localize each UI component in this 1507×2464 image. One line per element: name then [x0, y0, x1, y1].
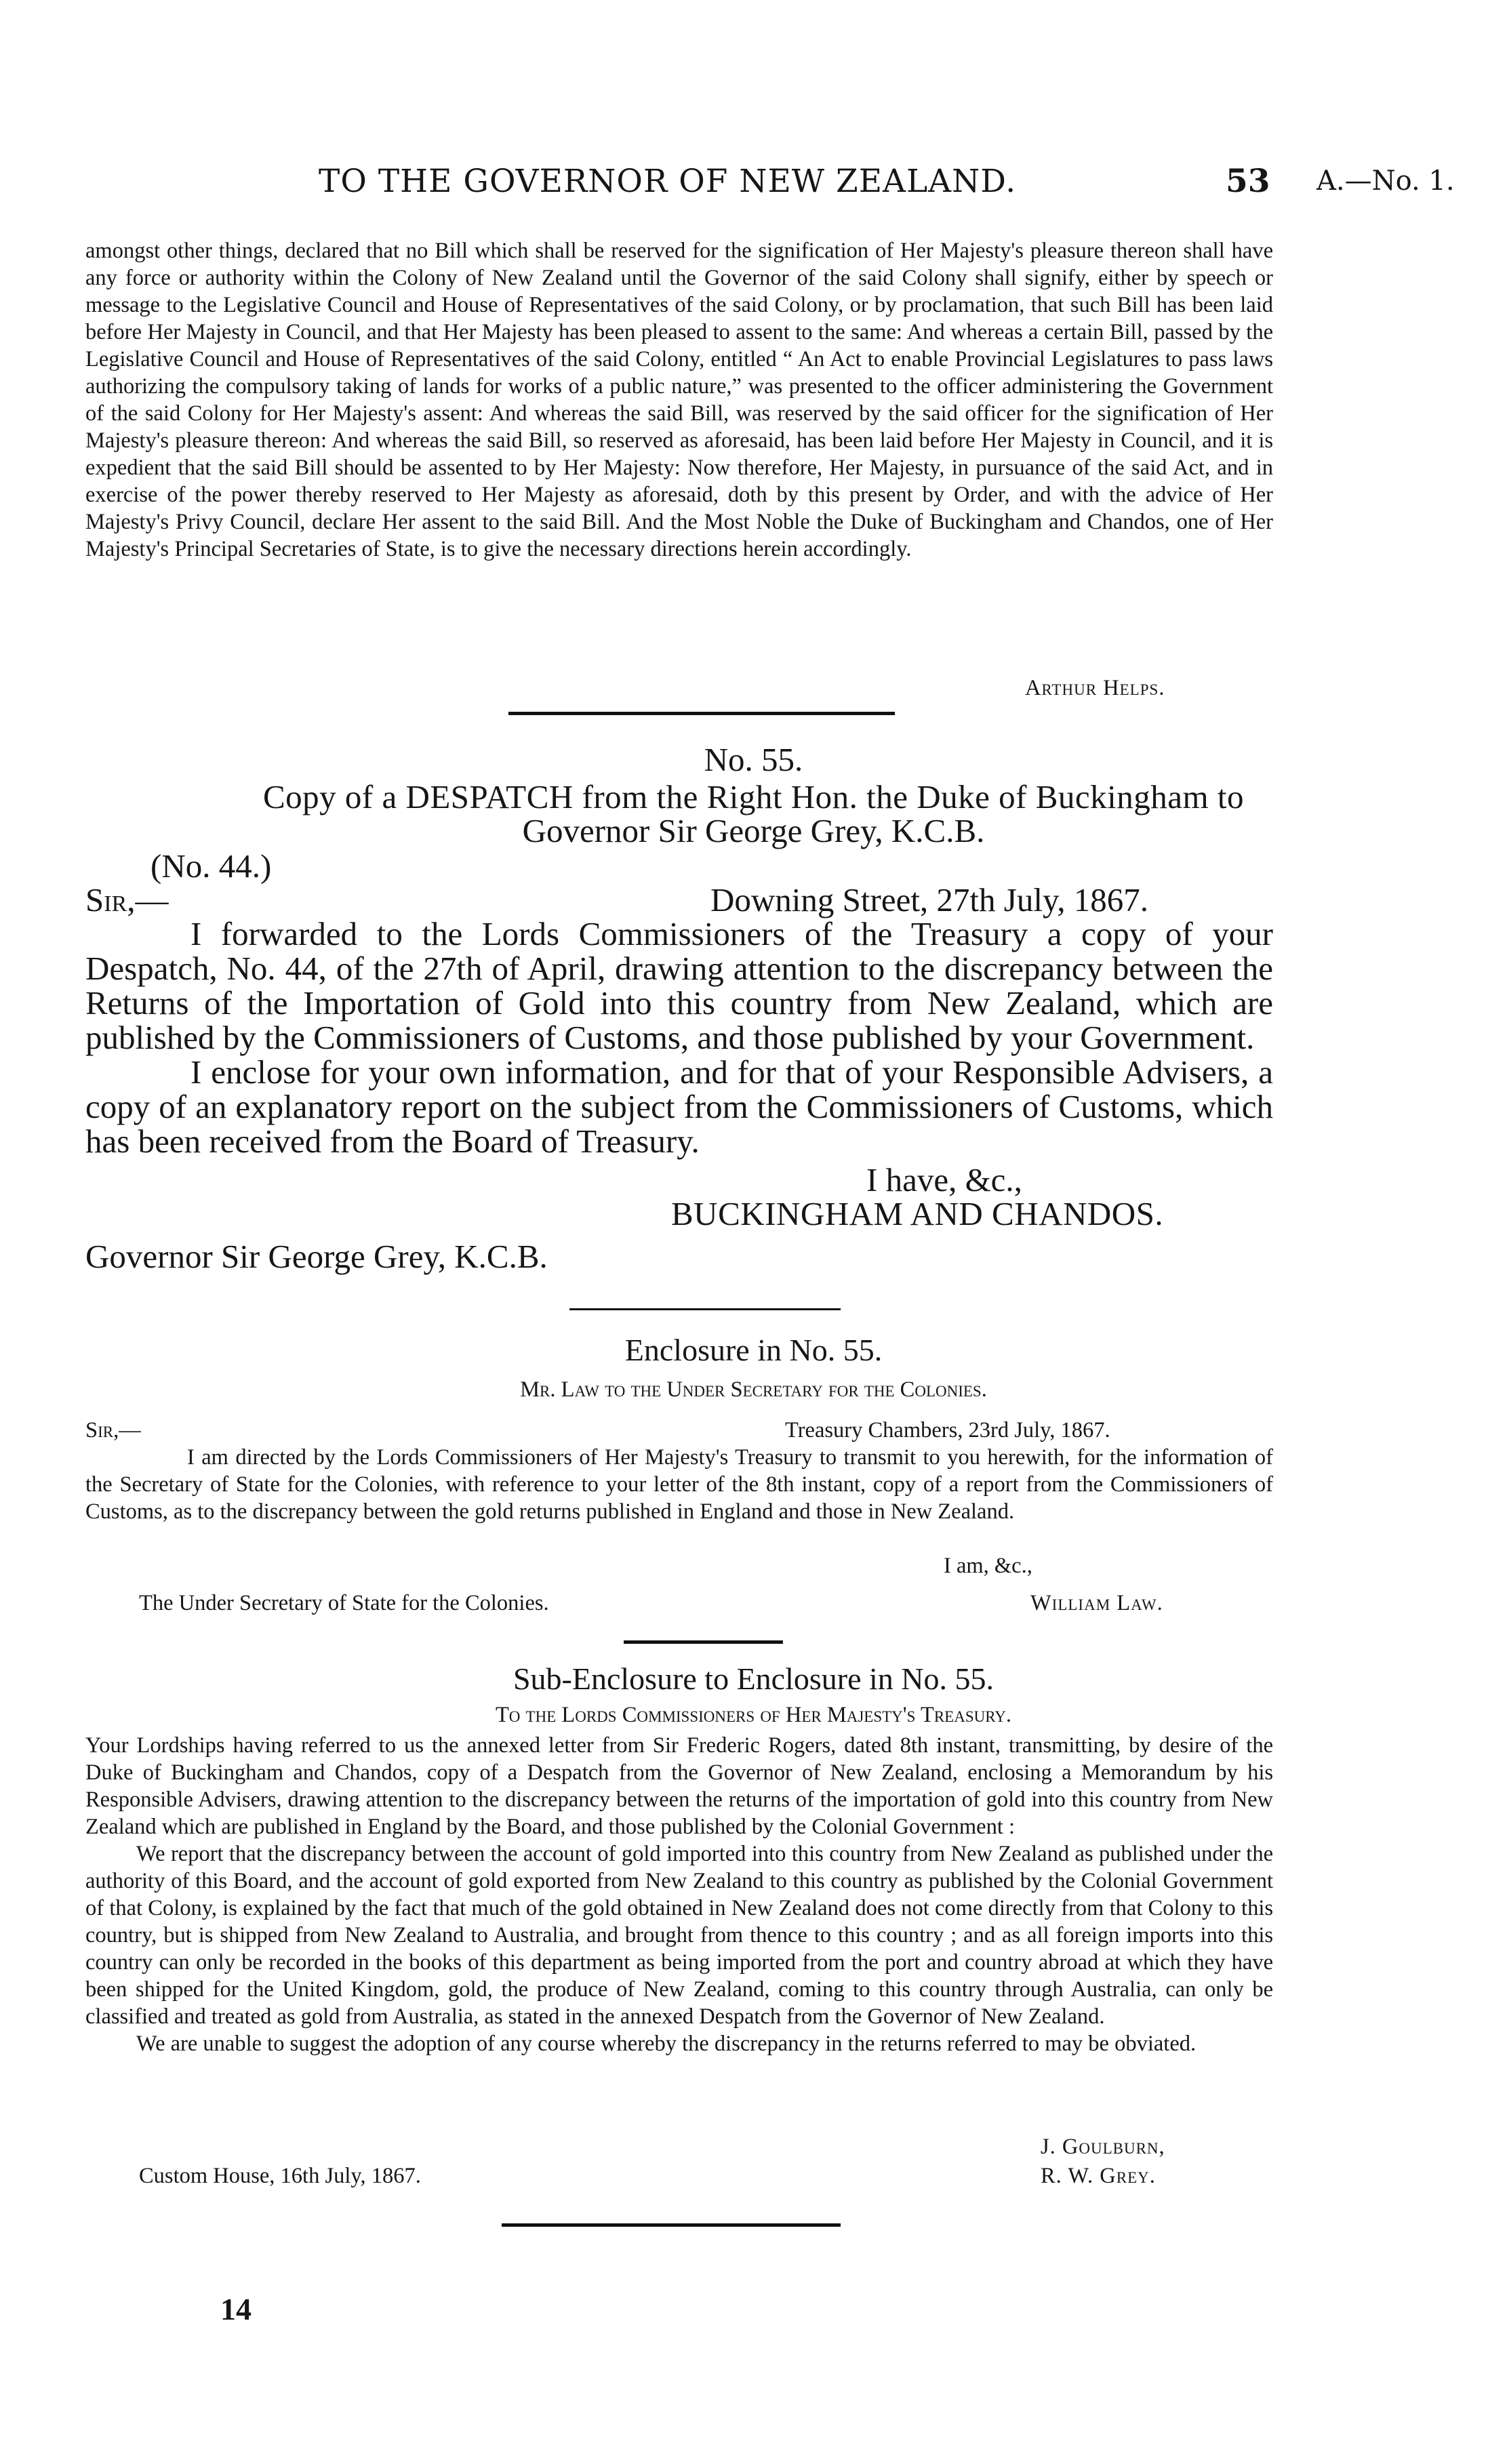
enclosure-signature: William Law.	[1030, 1591, 1163, 1615]
despatch-number: No. 55.	[704, 741, 803, 778]
printer-signature-mark: 14	[220, 2292, 252, 2326]
despatch-heading-line1: Copy of a DESPATCH from the Right Hon. the Duke of Buckingham to	[262, 778, 1245, 815]
sub-enclosure-title: Sub-Enclosure to Enclosure in No. 55.	[513, 1661, 994, 1696]
order-signature: Arthur Helps.	[1025, 676, 1165, 700]
despatch-paragraph: I enclose for your own information, and for that of your Responsible Advisers, a copy of an explanatory report on the subject from the Commissioners of Customs, which has been received from the Board of Treasury.	[85, 1053, 1273, 1160]
enclosure-paragraph: I am directed by the Lords Commissioners of Her Majesty's Treasury to transmit to you herewith, for the information of the Secretary of State for the Colonies, with reference to your letter of the 8th instant, copy of a report from the Commissioners of Customs, as to the discrepancy between the gold returns published in England and those in New Zealand.	[85, 1445, 1273, 1524]
enclosure-body	[85, 1444, 1273, 1525]
section-rule	[508, 712, 895, 715]
page-number: 53	[1226, 163, 1270, 200]
despatch-paragraph: I forwarded to the Lords Commissioners of the Treasury a copy of your Despatch, No. 44, of the 27th of April, drawing attention to the discrepancy between the Returns of the Importation of Gold into this country from New Zealand, which are published by the Commissioners of Customs, and those published by your Government.	[85, 915, 1273, 1056]
section-rule	[624, 1640, 783, 1644]
order-in-council-text	[85, 237, 1273, 563]
despatch-signature: BUCKINGHAM AND CHANDOS.	[671, 1195, 1164, 1232]
despatch-closing: I have, &c.,	[866, 1161, 1022, 1198]
sub-enclosure-paragraph: We report that the discrepancy between the account of gold imported into this country from New Zealand as published under the authority of this Board, and the account of gold exported from New Zealand to this country as published by the Colonial Government of that Colony, is explained by the fact that much of the gold obtained in New Zealand does not come directly from that Colony to this country, but is shipped from New Zealand to Australia, and brought from thence to this country ; and as all foreign imports into this country can only be recorded in the books of this department as being imported from the port and country abroad at which they have been shipped for the United Kingdom, gold, the produce of New Zealand, coming to this country through Australia, can only be classified and treated as gold from Australia, as stated in the annexed Despatch from the Governor of New Zealand.	[85, 1842, 1273, 2029]
closing-rule	[502, 2223, 841, 2227]
sub-enclosure-body	[85, 1732, 1273, 2057]
document-reference: A.—No. 1.	[1317, 165, 1455, 197]
sub-enclosure-signature-2: R. W. Grey.	[1041, 2164, 1156, 2188]
despatch-heading-line2: Governor Sir George Grey, K.C.B.	[522, 812, 985, 849]
despatch-body	[85, 916, 1273, 1158]
despatch-addressee: Governor Sir George Grey, K.C.B.	[85, 1238, 548, 1275]
page-header	[0, 163, 1507, 210]
enclosure-addressee: The Under Secretary of State for the Colonies.	[139, 1591, 549, 1615]
section-rule	[569, 1308, 841, 1310]
running-title: TO THE GOVERNOR OF NEW ZEALAND.	[319, 163, 1017, 200]
despatch-reference: (No. 44.)	[150, 847, 272, 885]
sub-enclosure-paragraph: Your Lordships having referred to us the annexed letter from Sir Frederic Rogers, dated 8th instant, transmitting, by desire of the Duke of Buckingham and Chandos, copy of a Despatch from the Governor of New Zealand, enclosing a Memorandum by his Responsible Advisers, drawing attention to the discrepancy between the returns of the importation of gold into this country from New Zealand which are published in England by the Board, and those published by the Colonial Government :	[85, 1733, 1273, 1839]
order-paragraph: amongst other things, declared that no Bill which shall be reserved for the signification of Her Majesty's pleasure thereon shall have any force or authority within the Colony of New Zealand until the Governor of the said Colony shall signify, either by speech or message to the Legislative Council and House of Representatives of the said Colony, or by proclamation, that such Bill has been laid before Her Majesty in Council, and that Her Majesty has been pleased to assent to the same: And whereas a certain Bill, passed by the Legislative Council and House of Representatives of the said Colony, entitled “ An Act to enable Provincial Legislatures to pass laws authorizing the compulsory taking of lands for works of a public nature,” was presented to the officer administering the Government of the said Colony for Her Majesty's assent: And whereas the said Bill, was reserved by the said officer for the signification of Her Majesty's pleasure thereon: And whereas the said Bill, so reserved as aforesaid, has been laid before Her Majesty in Council, and it is expedient that the said Bill should be assented to by Her Majesty: Now therefore, Her Majesty, in pursuance of the said Act, and in exercise of the power thereby reserved to Her Majesty as aforesaid, doth by this present by Order, and with the advice of Her Majesty's Privy Council, declare Her assent to the said Bill. And the Most Noble the Duke of Buckingham and Chandos, one of Her Majesty's Principal Secretaries of State, is to give the necessary directions herein accordingly.	[85, 239, 1273, 561]
enclosure-salutation: Sir,—	[85, 1418, 141, 1442]
sub-enclosure-paragraph: We are unable to suggest the adoption of any course whereby the discrepancy in the returns referred to may be obviated.	[136, 2032, 1197, 2056]
enclosure-title: Enclosure in No. 55.	[624, 1333, 883, 1367]
sub-enclosure-place-date: Custom House, 16th July, 1867.	[139, 2164, 421, 2188]
enclosure-place-date: Treasury Chambers, 23rd July, 1867.	[785, 1418, 1110, 1442]
enclosure-subtitle: Mr. Law to the Under Secretary for the Colonies.	[520, 1377, 987, 1402]
enclosure-closing: I am, &c.,	[944, 1554, 1032, 1578]
sub-enclosure-signature-1: J. Goulburn,	[1041, 2135, 1165, 2159]
despatch-place-date: Downing Street, 27th July, 1867.	[710, 881, 1149, 918]
sub-enclosure-subtitle: To the Lords Commissioners of Her Majesty's Treasury.	[495, 1703, 1012, 1727]
despatch-salutation: Sir,—	[85, 881, 169, 918]
